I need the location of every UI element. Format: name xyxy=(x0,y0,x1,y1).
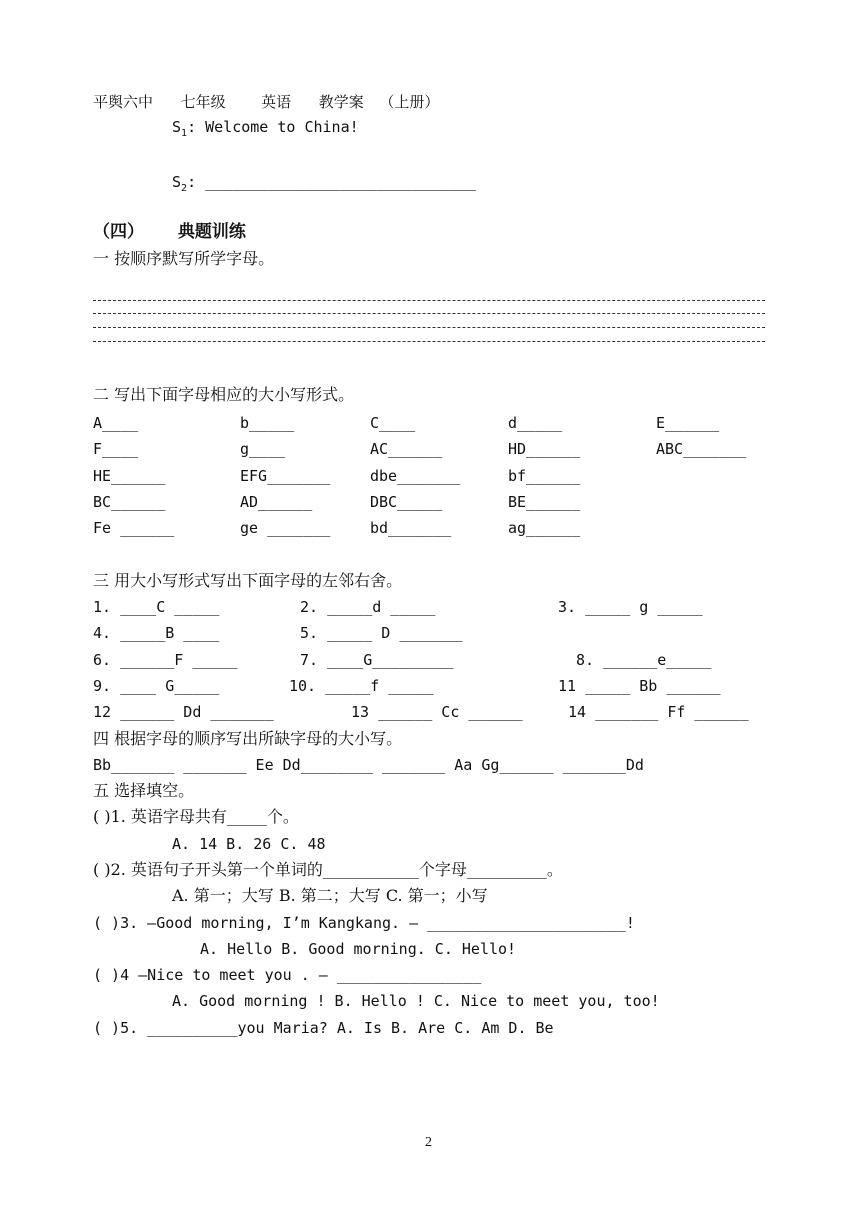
dialogue-s2: $S_2$: ______________________________ xyxy=(172,173,477,194)
part3-cell: 13 ______ Cc ______ xyxy=(351,703,523,721)
dashed-line xyxy=(93,313,765,314)
question-4-options: A. Good morning ! B. Hello ! C. Nice to meet you, too! xyxy=(172,992,660,1010)
part2-cell: EFG_______ xyxy=(240,467,331,485)
part2-cell: C____ xyxy=(370,414,416,432)
part3-row xyxy=(93,623,773,643)
section-title: （四） 典题训练 xyxy=(93,222,246,242)
part2-cell: d_____ xyxy=(508,414,563,432)
dashed-line xyxy=(93,327,765,328)
question-4: ( )4 —Nice to meet you . — ________________ xyxy=(93,966,482,984)
part4-title: 四 根据字母的顺序写出所缺字母的大小写。 xyxy=(93,729,403,748)
part3-cell: 1. ____C _____ xyxy=(93,598,220,616)
part3-row xyxy=(93,597,773,617)
part2-cell: b_____ xyxy=(240,414,295,432)
part2-cell: AC______ xyxy=(370,440,443,458)
part3-cell: 11 _____ Bb ______ xyxy=(558,677,721,695)
part2-row xyxy=(93,518,773,538)
part3-cell: 14 _______ Ff ______ xyxy=(568,703,749,721)
part3-row xyxy=(93,650,773,670)
page-header xyxy=(93,92,439,112)
dialogue-s1-text: Welcome to China! xyxy=(205,118,359,136)
part5-title: 五 选择填空。 xyxy=(93,781,195,800)
part3-cell: 4. _____B ____ xyxy=(93,624,220,642)
page-number: 2 xyxy=(425,1135,432,1150)
part2-cell: ge _______ xyxy=(240,519,331,537)
dialogue-s1: $S_1$: Welcome to China! xyxy=(172,118,359,139)
question-3: ( )3. —Good morning, I’m Kangkang. — ______________________! xyxy=(93,914,635,932)
part2-cell: Fe ______ xyxy=(93,519,175,537)
part3-cell: 2. _____d _____ xyxy=(300,598,436,616)
part2-row xyxy=(93,439,773,459)
part2-cell: HE______ xyxy=(93,467,166,485)
part2-cell: ABC_______ xyxy=(656,440,747,458)
part2-cell: AD______ xyxy=(240,493,313,511)
question-3-options: A. Hello B. Good morning. C. Hello! xyxy=(200,940,517,958)
part2-cell: BE______ xyxy=(508,493,581,511)
question-1-options: A. 14 B. 26 C. 48 xyxy=(172,835,326,853)
part4-line: Bb_______ _______ Ee Dd________ _______ Aa Gg______ _______Dd xyxy=(93,756,644,774)
part2-cell: bd_______ xyxy=(370,519,452,537)
part2-cell: E______ xyxy=(656,414,720,432)
header-grade: 七年级 xyxy=(180,93,226,111)
part3-cell: 3. _____ g _____ xyxy=(558,598,703,616)
part3-row xyxy=(93,676,773,696)
part3-row xyxy=(93,702,773,722)
part2-cell: g____ xyxy=(240,440,286,458)
part3-cell: 8. ______e_____ xyxy=(576,651,712,669)
header-volume: （上册） xyxy=(379,93,440,111)
part3-cell: 5. _____ D _______ xyxy=(300,624,463,642)
header-school: 平舆六中 xyxy=(93,93,154,111)
part2-title: 二 写出下面字母相应的大小写形式。 xyxy=(93,385,355,404)
part2-cell: dbe_______ xyxy=(370,467,461,485)
question-1: ( )1. 英语字母共有_____个。 xyxy=(93,807,299,826)
part2-row xyxy=(93,492,773,512)
part3-title: 三 用大小写形式写出下面字母的左邻右舍。 xyxy=(93,571,403,590)
part2-cell: A____ xyxy=(93,414,139,432)
part2-cell: F____ xyxy=(93,440,139,458)
dashed-line xyxy=(93,341,765,342)
header-doctype: 教学案 xyxy=(318,93,364,111)
question-2: ( )2. 英语句子开头第一个单词的____________个字母__________。 xyxy=(93,860,563,879)
question-2-options: A. 第一；大写 B. 第二；大写 C. 第一；小写 xyxy=(172,886,488,905)
part3-cell: 9. ____ G_____ xyxy=(93,677,220,695)
part3-cell: 6. ______F _____ xyxy=(93,651,238,669)
dashed-line xyxy=(93,300,765,301)
question-5: ( )5. __________you Maria? A. Is B. Are C. Am D. Be xyxy=(93,1019,554,1037)
part2-row xyxy=(93,466,773,486)
part3-cell: 10. _____f _____ xyxy=(289,677,434,695)
part2-cell: HD______ xyxy=(508,440,581,458)
part2-cell: bf______ xyxy=(508,467,581,485)
part1-title: 一 按顺序默写所学字母。 xyxy=(93,249,275,268)
part2-cell: BC______ xyxy=(93,493,166,511)
part2-row xyxy=(93,413,773,433)
part3-cell: 12 ______ Dd _______ xyxy=(93,703,274,721)
header-subject: 英语 xyxy=(261,93,292,111)
part2-cell: DBC_____ xyxy=(370,493,443,511)
dialogue-s2-blank: ______________________________ xyxy=(205,173,477,191)
part2-cell: ag______ xyxy=(508,519,581,537)
part3-cell: 7. ____G_________ xyxy=(300,651,454,669)
